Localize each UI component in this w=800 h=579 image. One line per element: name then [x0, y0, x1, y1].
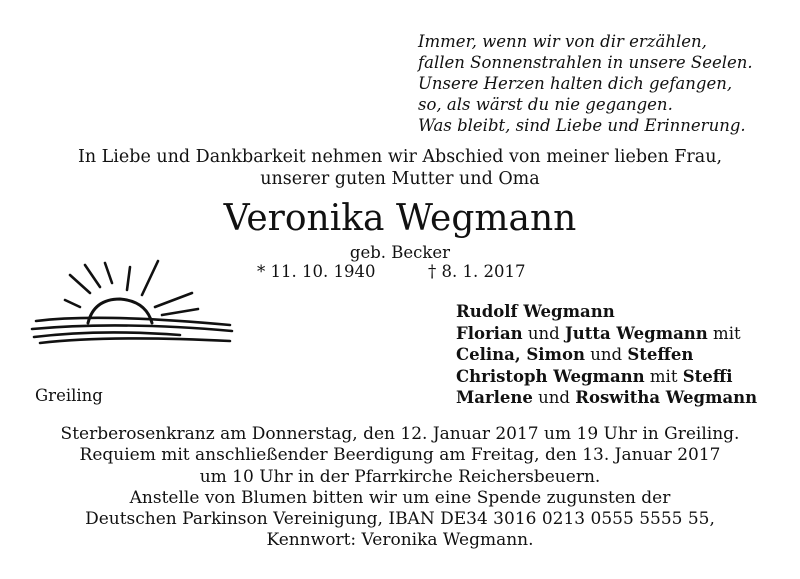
mourner-name: Celina, Simon	[456, 345, 585, 364]
mourner-line	[456, 366, 757, 388]
conjunction: und	[532, 388, 576, 407]
deceased-name: Veronika Wegmann	[223, 198, 577, 239]
mourner-line	[456, 387, 757, 409]
intro-line: In Liebe und Dankbarkeit nehmen wir Abschied von meiner lieben Frau,	[77, 147, 723, 167]
mourner-name: Steffi	[682, 366, 733, 386]
detail-line: Kennwort: Veronika Wegmann.	[266, 530, 534, 551]
poem-line: Immer, wenn wir von dir erzählen,	[418, 32, 707, 51]
mourner-name: Rudolf Wegmann	[456, 302, 615, 321]
intro-line: unserer guten Mutter und Oma	[260, 169, 540, 189]
conjunction: mit	[644, 366, 683, 386]
maiden-name: geb. Becker	[349, 243, 451, 262]
mourner-name: Christoph Wegmann	[456, 366, 645, 386]
death-date: † 8. 1. 2017	[428, 262, 526, 281]
poem-line: Was bleibt, sind Liebe und Erinnerung.	[418, 116, 746, 135]
poem-line: Unsere Herzen halten dich gefangen,	[418, 74, 733, 93]
conjunction: und	[585, 345, 628, 364]
birth-date: * 11. 10. 1940	[257, 262, 376, 281]
memorial-poem	[418, 31, 788, 136]
conjunction: und	[522, 323, 565, 343]
mourner-line	[456, 344, 757, 366]
mourner-name: Marlene	[456, 388, 533, 407]
detail-line: Requiem mit anschließender Beerdigung am Freitag, den 13. Januar 2017	[79, 445, 721, 466]
detail-line: um 10 Uhr in der Pfarrkirche Reichersbeuern.	[199, 466, 601, 487]
detail-line: Anstelle von Blumen bitten wir um eine Spende zugunsten der	[129, 487, 671, 508]
mourner-name: Jutta Wegmann	[564, 323, 708, 343]
mourner-line	[456, 301, 757, 323]
mourner-name: Florian	[456, 323, 523, 343]
mourners-list	[456, 301, 757, 409]
place-name: Greiling	[35, 386, 103, 405]
detail-line: Deutschen Parkinson Vereinigung, IBAN DE34 3016 0213 0555 5555 55,	[85, 509, 715, 530]
conjunction: mit	[707, 323, 741, 343]
sunset-icon	[30, 255, 240, 345]
mourner-name: Roswitha Wegmann	[575, 388, 758, 407]
funeral-details	[0, 424, 800, 552]
mourner-name: Steffen	[627, 345, 694, 364]
poem-line: so, als wärst du nie gegangen.	[418, 95, 673, 114]
poem-line: fallen Sonnenstrahlen in unsere Seelen.	[418, 53, 753, 72]
detail-line: Sterberosenkranz am Donnerstag, den 12. Januar 2017 um 19 Uhr in Greiling.	[60, 424, 740, 444]
mourner-line	[456, 323, 757, 345]
farewell-intro	[0, 146, 800, 190]
